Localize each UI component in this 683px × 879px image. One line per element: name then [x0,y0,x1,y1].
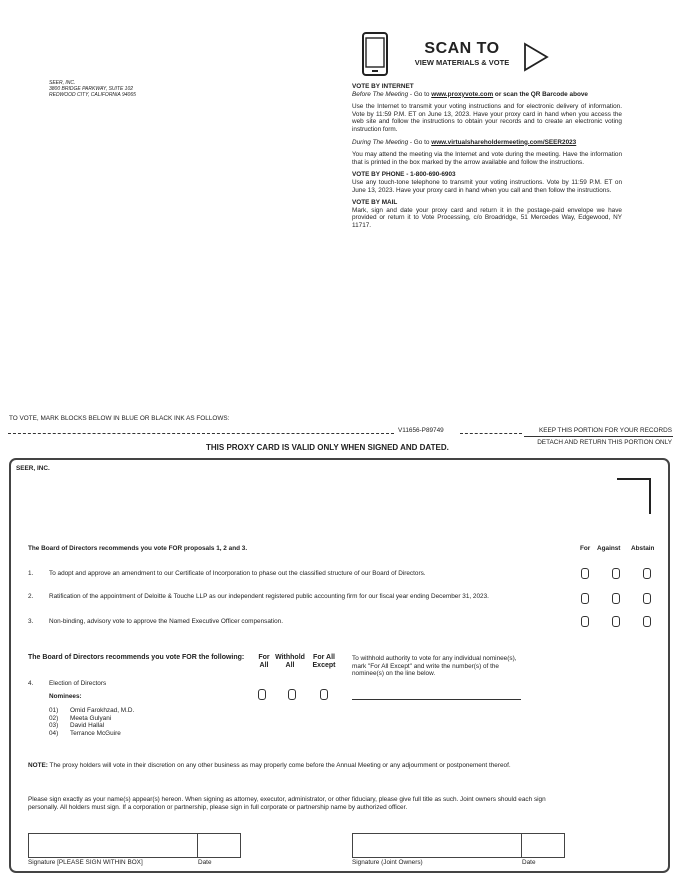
list-item [49,715,134,723]
nominees-label: Nominees: [49,693,82,700]
vote-internet-heading: VOTE BY INTERNET [352,83,414,90]
during-label: During The Meeting [352,138,409,146]
during-text: - Go to [408,138,432,146]
withhold-all-checkbox[interactable] [288,689,296,700]
detach-line-right [460,433,522,434]
proposal-1-text: To adopt and approve an amendment to our Certificate of Incorporation to phase out the classified structure of our Board of Directors. [49,570,426,577]
sign-instructions: Please sign exactly as your name(s) appear(s) hereon. When signing as attorney, executor, administrator, or other fiduciary, please give full title as such. Joint owners should each sign personally. All holders must sign. If a corporation or partnership, please sign in full corporate or partnership name by authorized officer. [28,796,546,811]
nominee-name: Terrance McGuire [70,729,121,737]
note-label: NOTE: [28,762,48,769]
company-name: SEER, INC. [49,80,76,86]
proposal-2-abstain-checkbox[interactable] [643,593,651,604]
keep-underline [524,436,673,437]
election-recommendation: The Board of Directors recommends you vote FOR the following: [28,654,245,661]
column-withhold-all: Withhold All [275,654,305,670]
vote-phone-text: Use any touch-tone telephone to transmit your voting instructions. Vote by 11:59 P.M. ET on June 13, 2023. Have your proxy card in hand when you call and then follow the instructions. [352,178,622,194]
nominee-name: Meeta Gulyani [70,714,112,722]
joint-date-box[interactable] [521,833,565,858]
proposal-1-for-checkbox[interactable] [581,568,589,579]
during-meeting-line [352,139,622,147]
detach-line-left [8,433,394,434]
column-abstain: Abstain [631,545,655,552]
board-recommendation: The Board of Directors recommends you vote FOR proposals 1, 2 and 3. [28,545,248,552]
detach-portion: DETACH AND RETURN THIS PORTION ONLY [537,439,672,446]
before-label: Before The Meeting [352,90,409,98]
for-all-checkbox[interactable] [258,689,266,700]
proposal-3-against-checkbox[interactable] [612,616,620,627]
nominee-num: 01) [49,707,59,714]
nominee-num: 03) [49,722,59,730]
proposal-3-for-checkbox[interactable] [581,616,589,627]
corner-mark [617,478,651,514]
proposal-1-against-checkbox[interactable] [612,568,620,579]
note [28,762,568,770]
proposal-2-against-checkbox[interactable] [612,593,620,604]
joint-signature-box[interactable] [352,833,522,858]
signature-box[interactable] [28,833,198,858]
before-meeting-line [352,91,622,99]
before-text: - Go to [408,90,432,98]
proposal-3-num: 3. [28,618,34,625]
proposal-3-text: Non-binding, advisory vote to approve the Named Executive Officer compensation. [49,618,283,625]
phone-icon [361,32,389,76]
valid-notice: THIS PROXY CARD IS VALID ONLY WHEN SIGNED AND DATED. [206,443,449,452]
company-address [49,80,136,98]
date-box[interactable] [197,833,241,858]
proposal-3-abstain-checkbox[interactable] [643,616,651,627]
company-street: 3800 BRIDGE PARKWAY, SUITE 102 [49,86,134,92]
vote-phone-heading: VOTE BY PHONE - 1-800-690-6903 [352,171,456,179]
proposal-4-num: 4. [28,680,34,687]
nominee-num: 02) [49,714,59,722]
nominee-list [49,707,134,737]
proposal-2-for-checkbox[interactable] [581,593,589,604]
scan-title: SCAN TO [424,40,500,57]
mark-instructions: TO VOTE, MARK BLOCKS BELOW IN BLUE OR BLACK INK AS FOLLOWS: [9,415,230,422]
note-text: The proxy holders will vote in their discretion on any other business as may properly come before the Annual Meeting or any adjournment or postponement thereof. [47,762,511,769]
company-city: REDWOOD CITY, CALIFORNIA 94065 [49,92,136,98]
control-code: V11656-P89749 [398,427,444,434]
column-for: For [580,545,591,552]
signature-label: Signature [PLEASE SIGN WITHIN BOX] [28,859,143,866]
list-item [49,730,134,738]
voting-instructions [352,83,622,230]
list-item [49,722,134,730]
proposal-2-text: Ratification of the appointment of Deloitte & Touche LLP as our independent registered public accounting firm for our fiscal year ending December 31, 2023. [49,593,489,600]
column-against: Against [597,545,621,552]
nominee-name: David Hallal [70,722,105,730]
play-arrow-icon [523,42,549,72]
proxyvote-link[interactable]: www.proxyvote.com [431,90,494,98]
proposal-2-num: 2. [28,593,34,600]
column-for-all-except: For All Except [312,654,336,670]
except-nominee-line[interactable] [352,699,521,700]
list-item [49,707,134,715]
during-para: You may attend the meeting via the Internet and vote during the meeting. Have the information that is printed in the box marked by the arrow available and follow the instructions. [352,151,622,166]
column-for-all: For All [258,654,270,670]
proposal-1-abstain-checkbox[interactable] [643,568,651,579]
for-all-except-checkbox[interactable] [320,689,328,700]
nominee-num: 04) [49,729,59,737]
scan-subtitle: VIEW MATERIALS & VOTE [414,58,510,67]
proposal-1-num: 1. [28,570,34,577]
vote-mail-heading: VOTE BY MAIL [352,199,398,207]
withhold-instructions: To withhold authority to vote for any individual nominee(s), mark "For All Except" and write the number(s) of the nominee(s) on the line below. [352,655,517,678]
before-tail: or scan the QR Barcode above [493,90,588,98]
virtual-meeting-link[interactable]: www.virtualshareholdermeeting.com/SEER2023 [431,138,577,146]
election-title: Election of Directors [49,680,107,687]
nominee-name: Omid Farokhzad, M.D. [70,707,135,714]
date-label: Date [198,859,212,866]
internet-para: Use the Internet to transmit your voting instructions and for electronic delivery of information. Vote by 11:59 P.M. ET on June 13, 2023. Have your proxy card in hand when you access the web site and follow the instructions to obtain your records and to create an electronic voting instruction form. [352,103,622,133]
card-company: SEER, INC. [16,465,50,472]
joint-signature-label: Signature (Joint Owners) [352,859,423,866]
vote-mail-text: Mark, sign and date your proxy card and return it in the postage-paid envelope we have provided or return it to Vote Processing, c/o Broadridge, 51 Mercedes Way, Edgewood, NY 11717. [352,206,622,229]
keep-portion: KEEP THIS PORTION FOR YOUR RECORDS [538,427,672,434]
joint-date-label: Date [522,859,536,866]
